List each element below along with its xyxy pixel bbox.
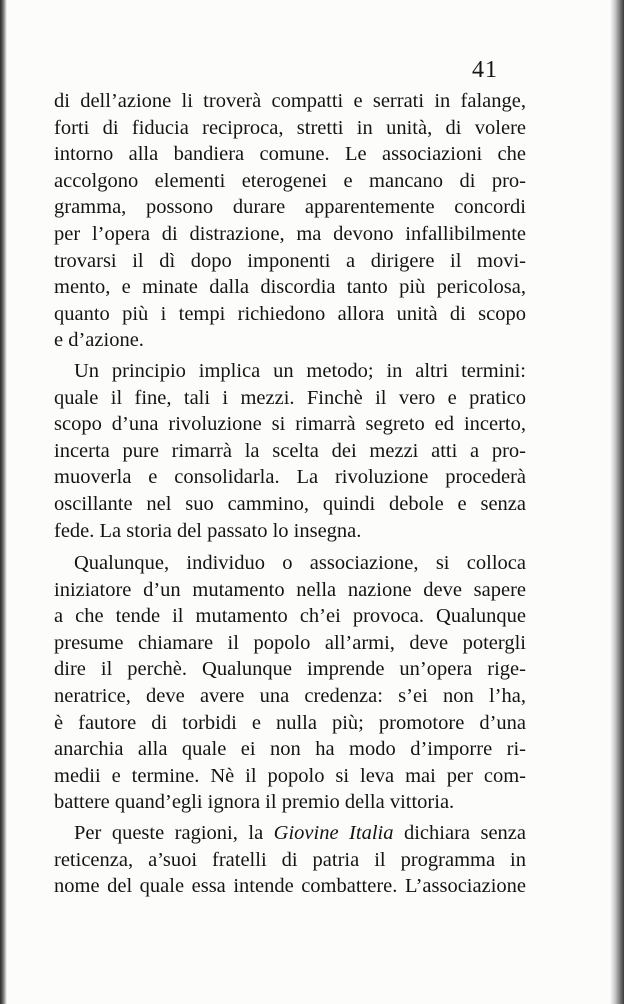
text-line: fede. La storia del passato lo insegna.	[54, 519, 362, 542]
text-line: reticenza, a’suoi fratelli di patria il programma in	[54, 848, 526, 871]
text-line	[54, 820, 526, 847]
text-line: muoverla e consolidarla. La rivoluzione procederà	[54, 466, 526, 489]
text-run: Per queste ragioni, la	[74, 822, 274, 845]
text-line: quale il fine, tali i mezzi. Finchè il vero e pratico	[54, 386, 526, 409]
page-number: 41	[472, 57, 498, 83]
text-line: forti di fiducia reciproca, stretti in unità, di volere	[54, 116, 526, 139]
text-line: nome del quale essa intende combattere. L’associazione	[54, 875, 526, 898]
text-line: anarchia alla quale ei non ha modo d’imporre ri-	[54, 738, 526, 761]
text-line: accolgono elementi eterogenei e mancano di pro-	[54, 169, 526, 192]
text-line: mento, e minate dalla discordia tanto più pericolosa,	[54, 276, 526, 299]
text-line: trovarsi il dì dopo imponenti a dirigere il movi-	[54, 249, 526, 272]
text-line: Qualunque, individuo o associazione, si colloca	[74, 552, 526, 575]
text-line: incerta pure rimarrà la scelta dei mezzi atti a pro-	[54, 439, 526, 462]
text-line: quanto più i tempi richiedono allora unità di scopo	[54, 302, 526, 325]
text-line: medii e termine. Nè il popolo si leva mai per com-	[54, 764, 526, 787]
text-line: iniziatore d’un mutamento nella nazione deve sapere	[54, 578, 526, 601]
text-line: battere quand’egli ignora il premio della vittoria.	[54, 791, 455, 814]
text-line: oscillante nel suo cammino, quindi debole e senza	[54, 492, 526, 515]
page-left-edge	[0, 0, 7, 1004]
text-line: di dell’azione li troverà compatti e serrati in falange,	[54, 90, 526, 112]
text-line: intorno alla bandiera comune. Le associazioni che	[54, 143, 526, 166]
text-line: presume chiamare il popolo all’armi, deve potergli	[54, 631, 526, 654]
text-line: Un principio implica un metodo; in altri termini:	[74, 359, 526, 382]
text-line: e d’azione.	[54, 329, 144, 352]
text-run: dichiara senza	[393, 822, 527, 845]
text-line: dire il perchè. Qualunque imprende un’opera rige-	[54, 658, 526, 681]
text-line: a che tende il mutamento ch’ei provoca. Qualunque	[54, 605, 526, 628]
text-line: neratrice, deve avere una credenza: s’ei non l’ha,	[54, 685, 526, 708]
page-right-edge	[610, 0, 624, 1004]
body-text	[54, 88, 526, 900]
text-line: per l’opera di distrazione, ma devono infallibilmente	[54, 222, 526, 245]
italic-title: Giovine Italia	[273, 822, 394, 845]
text-line: scopo d’una rivoluzione si rimarrà segreto ed incerto,	[54, 413, 526, 436]
text-line: è fautore di torbidi e nulla più; promotore d’una	[54, 711, 526, 734]
text-line: gramma, possono durare apparentemente concordi	[54, 196, 526, 219]
